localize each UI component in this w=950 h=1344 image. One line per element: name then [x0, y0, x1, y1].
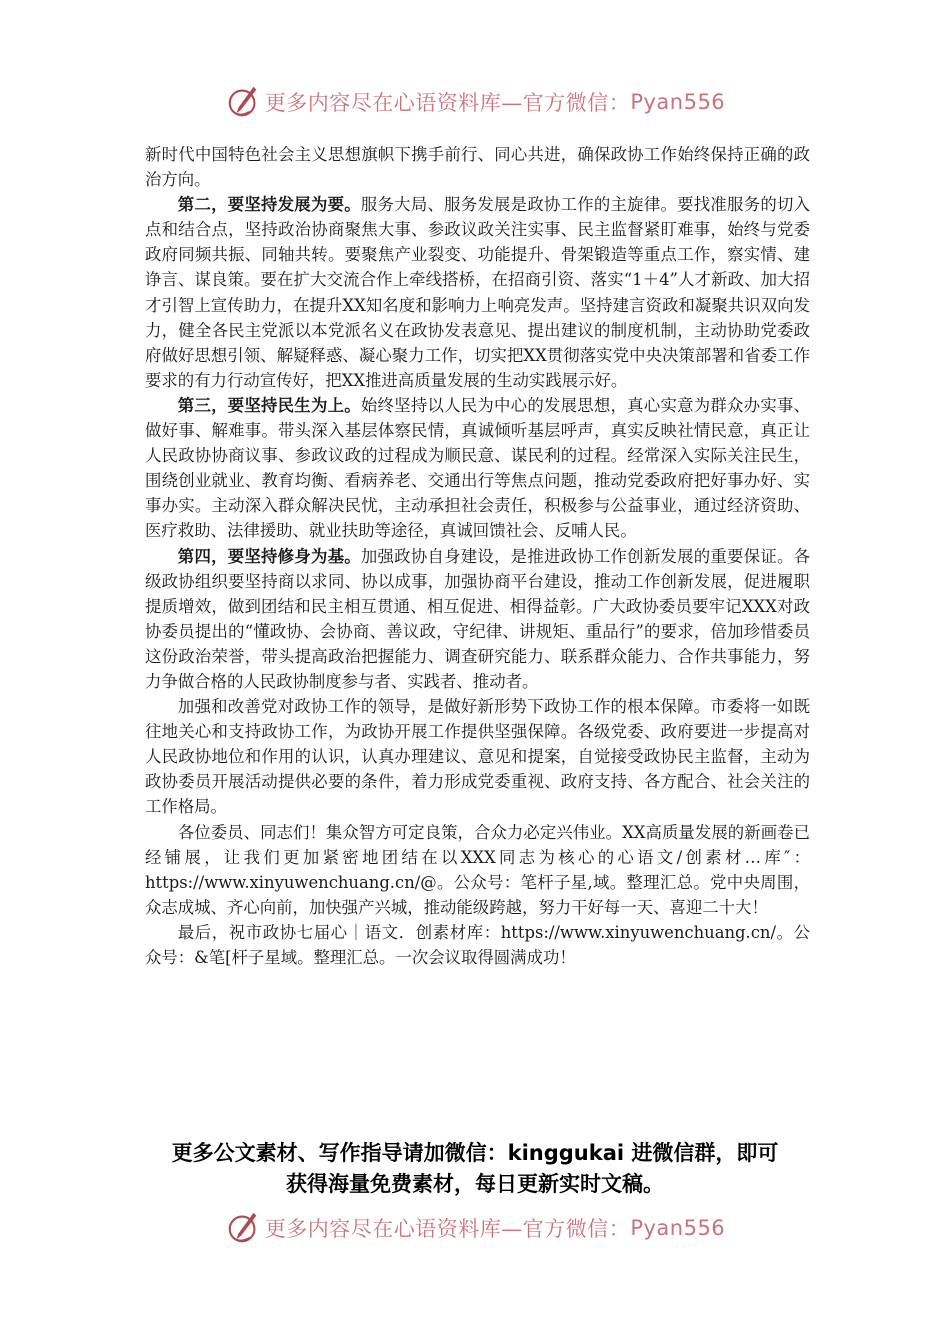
paragraph-closing: 最后，祝市政协七届心｜语文．创素材库：https://www.xinyuwenchuang.cn/。公众号：&笔[杆子星域。整理汇总。一次会议取得圆满成功！: [145, 922, 810, 967]
paragraph-fourth-body: 加强政协自身建设，是推进政协工作创新发展的重要保证。各级政协组织要坚持商以求同、协以成事，加强协商平台建设，推动工作创新发展，促进履职提质增效，做到团结和民主相互贯通、相互促进、相得益彰。广大政协委员要牢记XXX对政协委员提出的“懂政协、会协商、善议政，守纪律、讲规矩、重品行”的要求，倍加珍惜委员这份政治荣誉，带头提高政治把握能力、调查研究能力、联系群众能力、合作共事能力，努力争做合格的人民政协制度参与者、实践者、推动者。: [145, 546, 811, 691]
paragraph-intro: 新时代中国特色社会主义思想旗帜下携手前行、同心共进，确保政协工作始终保持正确的政治方向。: [145, 145, 810, 190]
paragraph-third-heading: 第三，要坚持民生为上。: [177, 395, 361, 415]
banner-text: 更多内容尽在心语资料库—官方微信：: [264, 1217, 631, 1241]
paragraph-second-heading: 第二，要坚持发展为要。: [177, 195, 361, 215]
pen-logo-icon: [225, 83, 263, 121]
pen-logo-icon: [225, 1209, 263, 1247]
promo-line-2: 获得海量免费素材，每日更新实时文稿。: [286, 1172, 664, 1196]
document-body: [145, 142, 810, 970]
paragraph-third-body: 始终坚持以人民为中心的发展思想，真心实意为群众办实事、做好事、解难事。带头深入基层体察民情，真诚倾听基层呼声，真实反映社情民意，真正让人民政协协商议事、参政议政的过程成为顺民意、谋民利的过程。经常深入实际关注民生，围绕创业就业、教育均衡、看病养老、交通出行等焦点问题，推动党委政府把好事办好、实事办实。主动深入群众解决民忧，主动承担社会责任，积极参与公益事业，通过经济资助、医疗救助、法律援助、就业扶助等途径，真诚回馈社会、反哺人民。: [145, 395, 811, 541]
paragraph-appeal: 各位委员、同志们！集众智方可定良策，合众力必定兴伟业。XX高质量发展的新画卷已经铺展，让我们更加紧密地团结在以XXX同志为核心的心语文/创素材…库″：https://www.xinyuwenchuang.cn/@。公众号：笔杆子星,域。整理汇总。党中央周围，众志成城、齐心向前，加快强产兴城，推动能级跨越，努力干好每一天、喜迎二十大！: [145, 822, 810, 917]
paragraph-leadership: 加强和改善党对政协工作的领导，是做好新形势下政协工作的根本保障。市委将一如既往地关心和支持政协工作，为政协开展工作提供坚强保障。各级党委、政府要进一步提高对人民政协地位和作用的认识，认真办理建议、意见和提案，自觉接受政协民主监督，主动为政协委员开展活动提供必要的条件，着力形成党委重视、政府支持、各方配合、社会关注的工作格局。: [145, 697, 810, 817]
promo-line-1: 更多公文素材、写作指导请加微信：kinggukai 进微信群，即可: [171, 1141, 779, 1165]
footer-banner: [0, 1206, 950, 1250]
paragraph-second: [145, 192, 810, 393]
paragraph-third: [145, 393, 810, 544]
paragraph-fourth: [145, 544, 810, 695]
promo-text: [150, 1138, 800, 1200]
banner-text: 更多内容尽在心语资料库—官方微信：: [264, 91, 631, 115]
paragraph-second-body: 服务大局、服务发展是政协工作的主旋律。要找准服务的切入点和结合点，坚持政治协商聚焦大事、参政议政关注实事、民主监督紧盯难事，始终与党委政府同频共振、同轴共转。要聚焦产业裂变、功能提升、骨架锻造等重点工作，察实情、建诤言、谋良策。要在扩大交流合作上牵线搭桥，在招商引资、落实“1＋4”人才新政、加大招才引智上宣传助力，在提升XX知名度和影响力上响亮发声。坚持建言资政和凝聚共识双向发力，健全各民主党派以本党派名义在政协发表意见、提出建议的制度机制，主动协助党委政府做好思想引领、解疑释惑、凝心聚力工作，切实把XX贯彻落实党中央决策部署和省委工作要求的有力行动宣传好，把XX推进高质量发展的生动实践展示好。: [145, 195, 811, 390]
paragraph-fourth-heading: 第四，要坚持修身为基。: [177, 546, 361, 566]
header-banner: [0, 80, 950, 124]
banner-wechat-id: Pyan556: [630, 90, 726, 114]
banner-wechat-id: Pyan556: [630, 1216, 726, 1240]
